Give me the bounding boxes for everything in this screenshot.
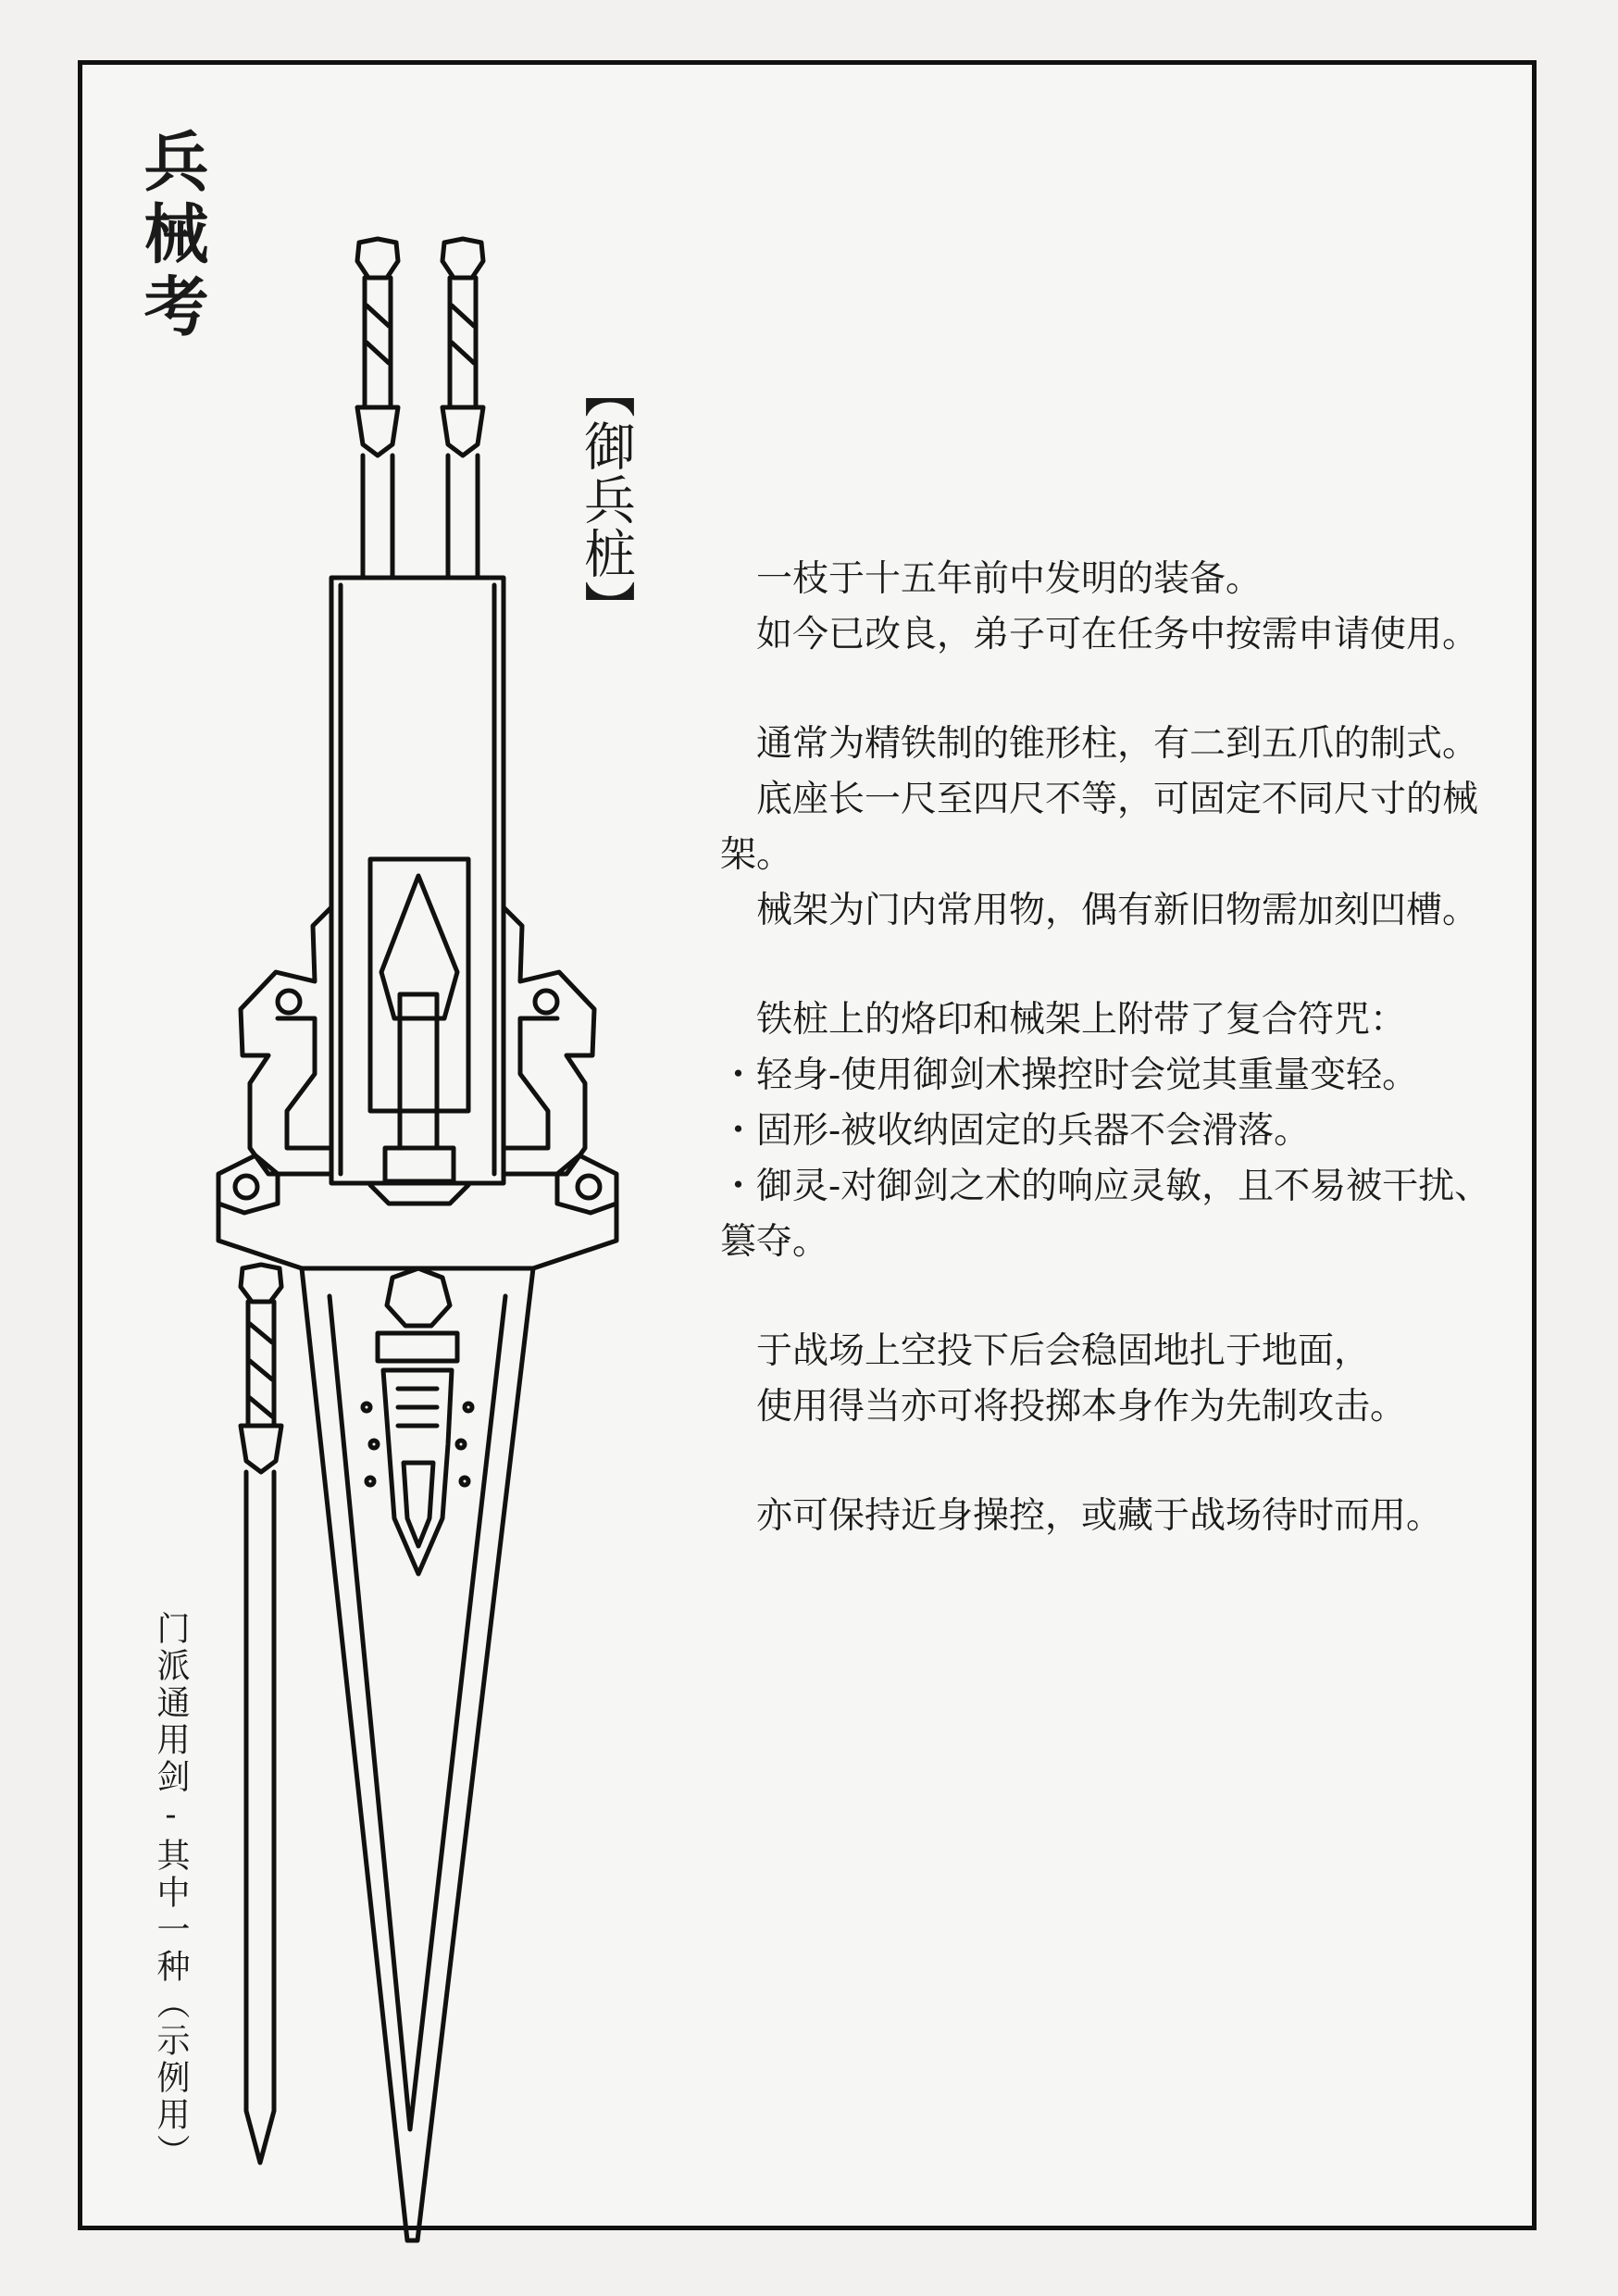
sect-sword-drawing bbox=[241, 1265, 281, 2163]
weapon-stake-drawing bbox=[218, 578, 616, 2240]
description-line: 使用得当亦可将投掷本身作为先制攻击。 bbox=[720, 1386, 1407, 1428]
description-line: 通常为精铁制的锥形柱，有二到五爪的制式。 bbox=[720, 723, 1479, 765]
hilt-right bbox=[442, 239, 483, 576]
description-line: 如今已改良，弟子可在任务中按需申请使用。 bbox=[720, 614, 1479, 655]
page-title: 兵械考 bbox=[133, 128, 210, 344]
item-title: 【御兵桩】 bbox=[576, 366, 636, 634]
hilt-left bbox=[357, 239, 398, 576]
sword-caption: 门派通用剑-其中一种（示例用） bbox=[152, 1611, 190, 2171]
description-line: ・轻身-使用御剑术操控时会觉其重量变轻。 bbox=[720, 1054, 1419, 1096]
description-line: ・固形-被收纳固定的兵器不会滑落。 bbox=[720, 1110, 1311, 1152]
description-line: 亦可保持近身操控，或藏于战场待时而用。 bbox=[720, 1495, 1443, 1537]
description-line: 铁桩上的烙印和械架上附带了复合符咒： bbox=[720, 999, 1407, 1041]
description-line: 底座长一尺至四尺不等，可固定不同尺寸的械架。 bbox=[720, 779, 1479, 876]
description-line: ・御灵-对御剑之术的响应灵敏，且不易被干扰、篡夺。 bbox=[720, 1166, 1491, 1263]
description-line: 于战场上空投下后会稳固地扎于地面， bbox=[720, 1330, 1371, 1372]
description-line: 械架为门内常用物，偶有新旧物需加刻凹槽。 bbox=[720, 890, 1479, 931]
description-line: 一枝于十五年前中发明的装备。 bbox=[720, 558, 1263, 600]
